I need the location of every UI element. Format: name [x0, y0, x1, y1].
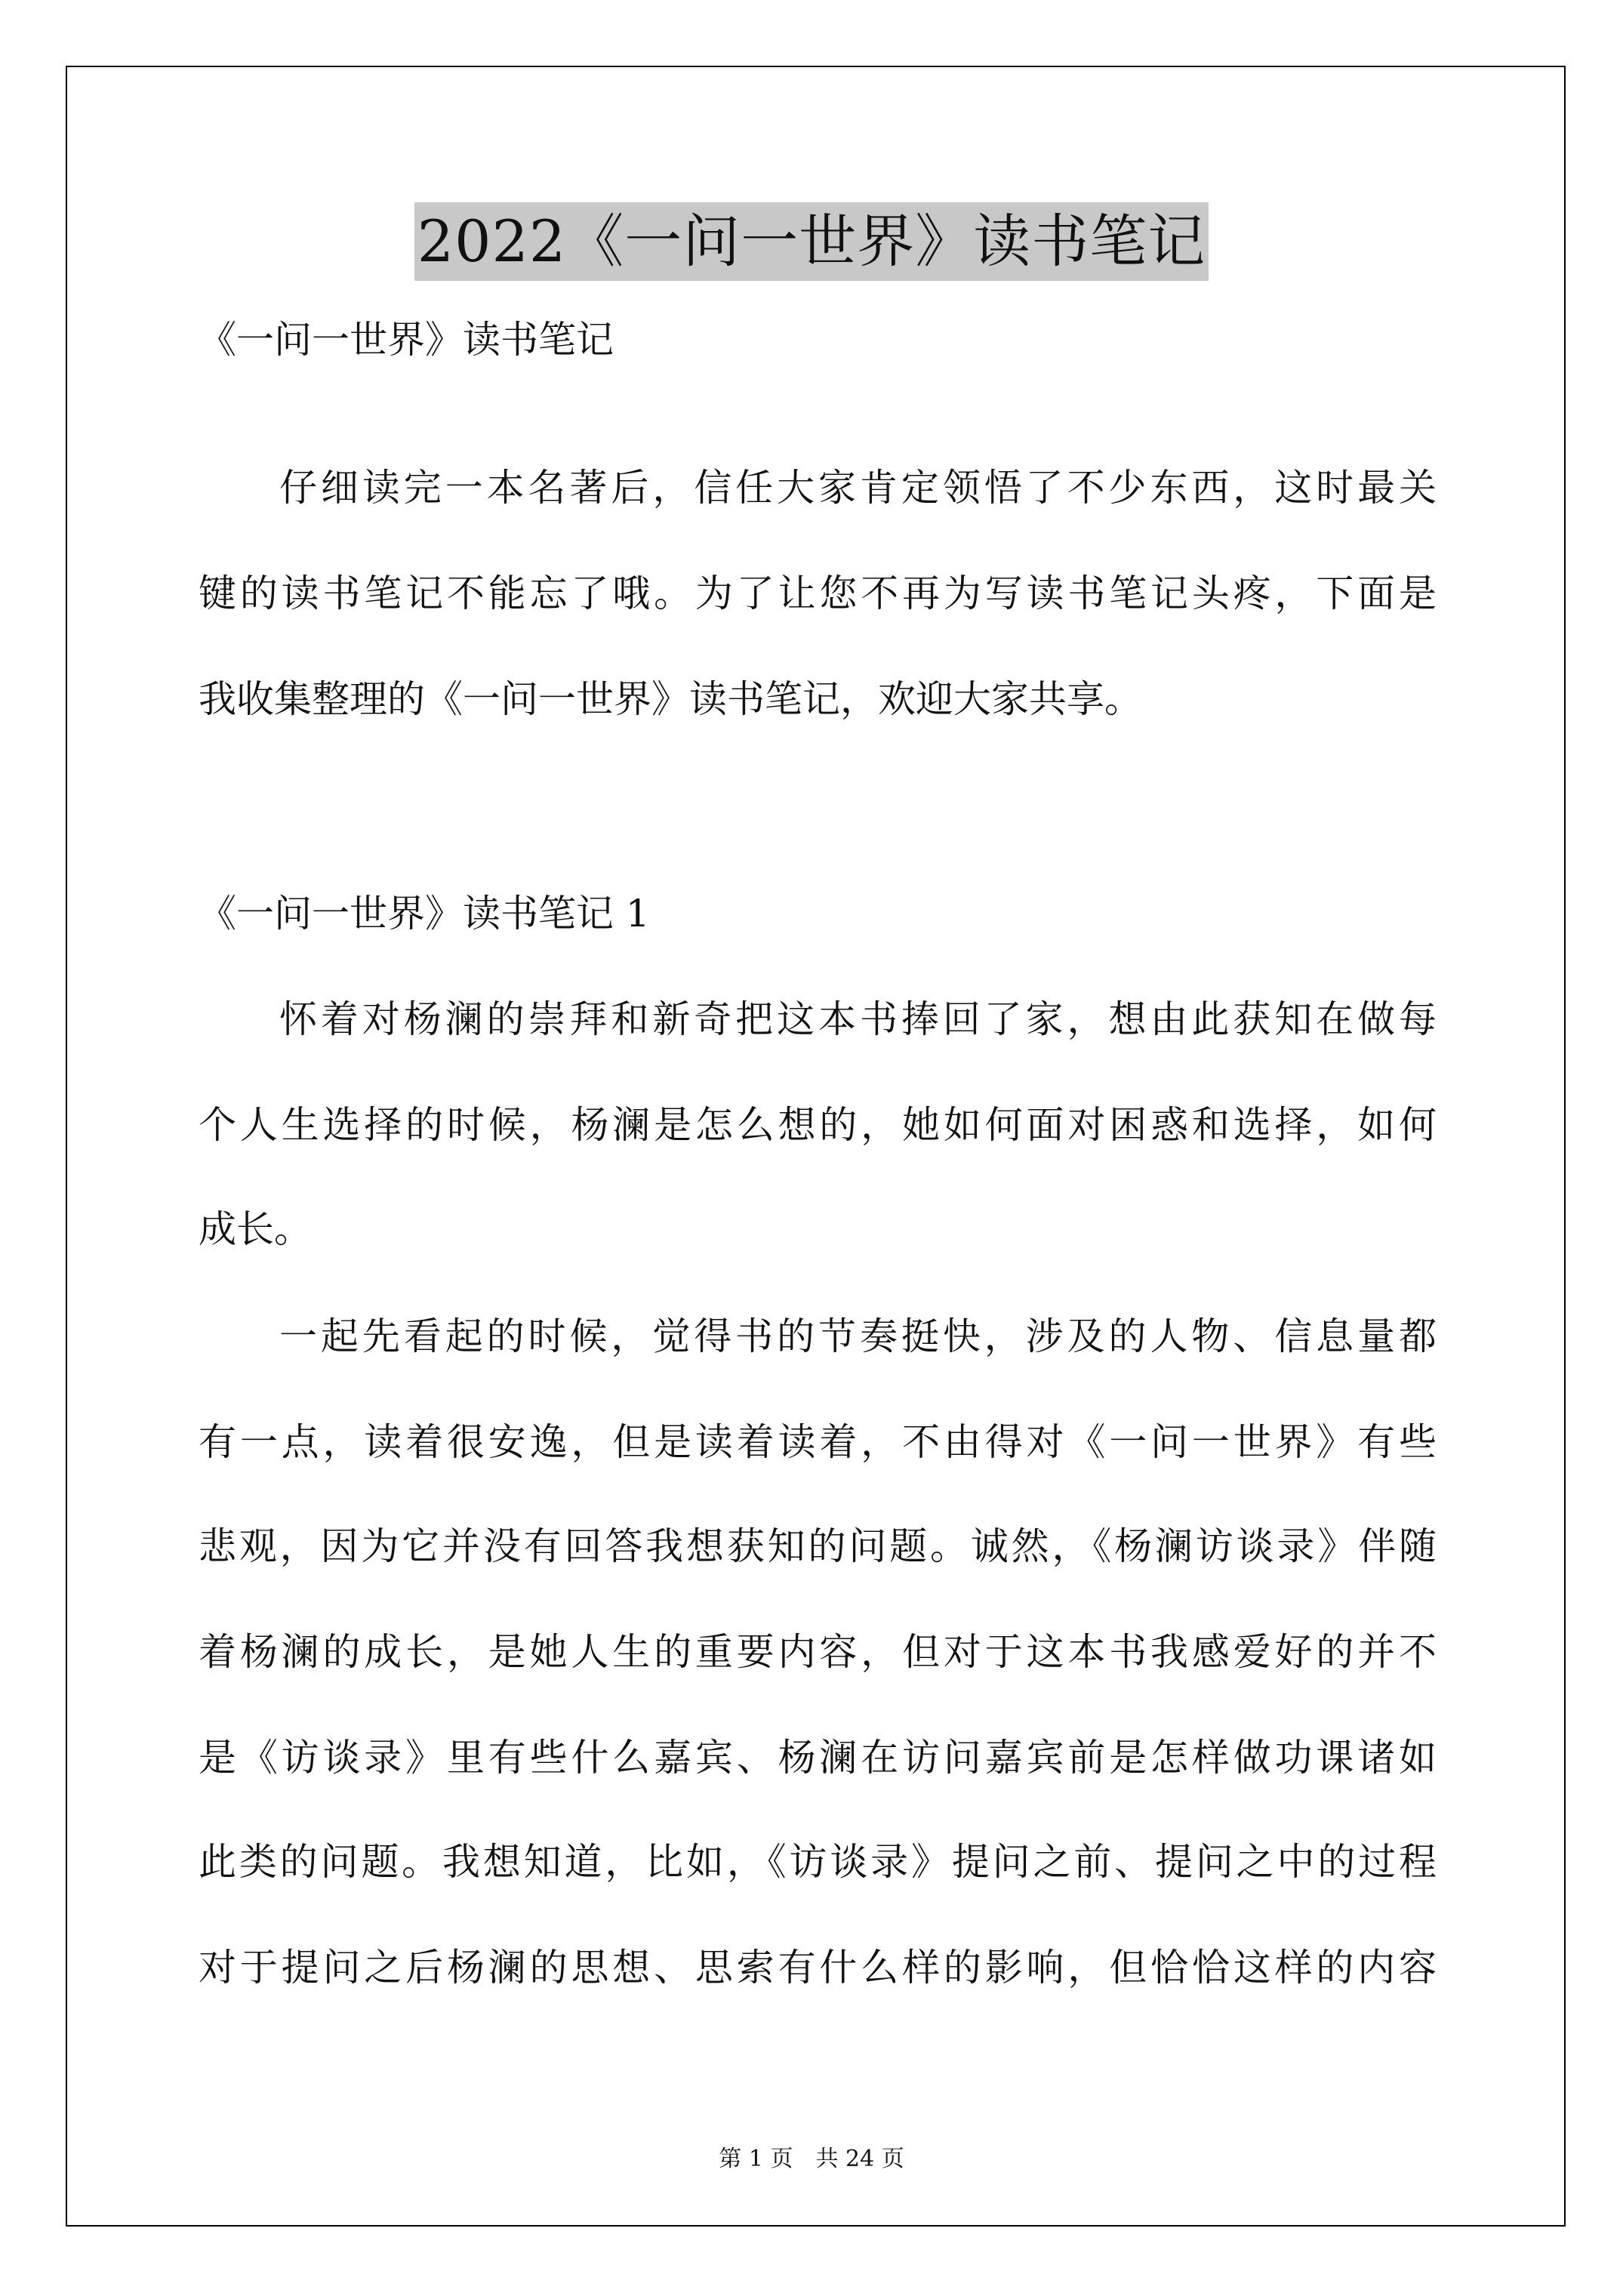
paragraph-line: 个人生选择的时候，杨澜是怎么想的，她如何面对困惑和选择，如何 — [199, 1103, 1437, 1147]
paragraph-line: 着杨澜的成长，是她人生的重要内容，但对于这本书我感爱好的并不 — [199, 1630, 1437, 1674]
paragraph-line: 怀着对杨澜的崇拜和新奇把这本书捧回了家，想由此获知在做每 — [279, 997, 1437, 1041]
paragraph-line: 此类的问题。我想知道，比如，《访谈录》提问之前、提问之中的过程 — [199, 1840, 1437, 1884]
page-footer — [0, 2144, 1623, 2174]
paragraph-line: 一起先看起的时候，觉得书的节奏挺快，涉及的人物、信息量都 — [279, 1314, 1437, 1358]
paragraph-line: 是《访谈录》里有些什么嘉宾、杨澜在访问嘉宾前是怎样做功课诸如 — [199, 1736, 1437, 1780]
subtitle: 《一问一世界》读书笔记 — [199, 318, 614, 362]
paragraph-line: 有一点，读着很安逸，但是读着读着，不由得对《一问一世界》有些 — [199, 1420, 1437, 1464]
intro-line: 我收集整理的《一问一世界》读书笔记，欢迎大家共享。 — [199, 677, 1142, 721]
section-heading: 《一问一世界》读书笔记 1 — [199, 892, 650, 935]
page-number: 第 1 页 — [719, 2146, 793, 2172]
document-title-text: 2022《一问一世界》读书笔记 — [414, 202, 1209, 281]
intro-line: 仔细读完一本名著后，信任大家肯定领悟了不少东西，这时最关 — [279, 466, 1437, 510]
document-title — [0, 202, 1623, 281]
page-total: 共 24 页 — [815, 2146, 904, 2172]
paragraph-line: 成长。 — [199, 1207, 312, 1251]
intro-line: 键的读书笔记不能忘了哦。为了让您不再为写读书笔记头疼，下面是 — [199, 572, 1437, 615]
paragraph-line: 对于提问之后杨澜的思想、思索有什么样的影响，但恰恰这样的内容 — [199, 1946, 1437, 1989]
paragraph-line: 悲观，因为它并没有回答我想获知的问题。诚然，《杨澜访谈录》伴随 — [199, 1524, 1437, 1568]
